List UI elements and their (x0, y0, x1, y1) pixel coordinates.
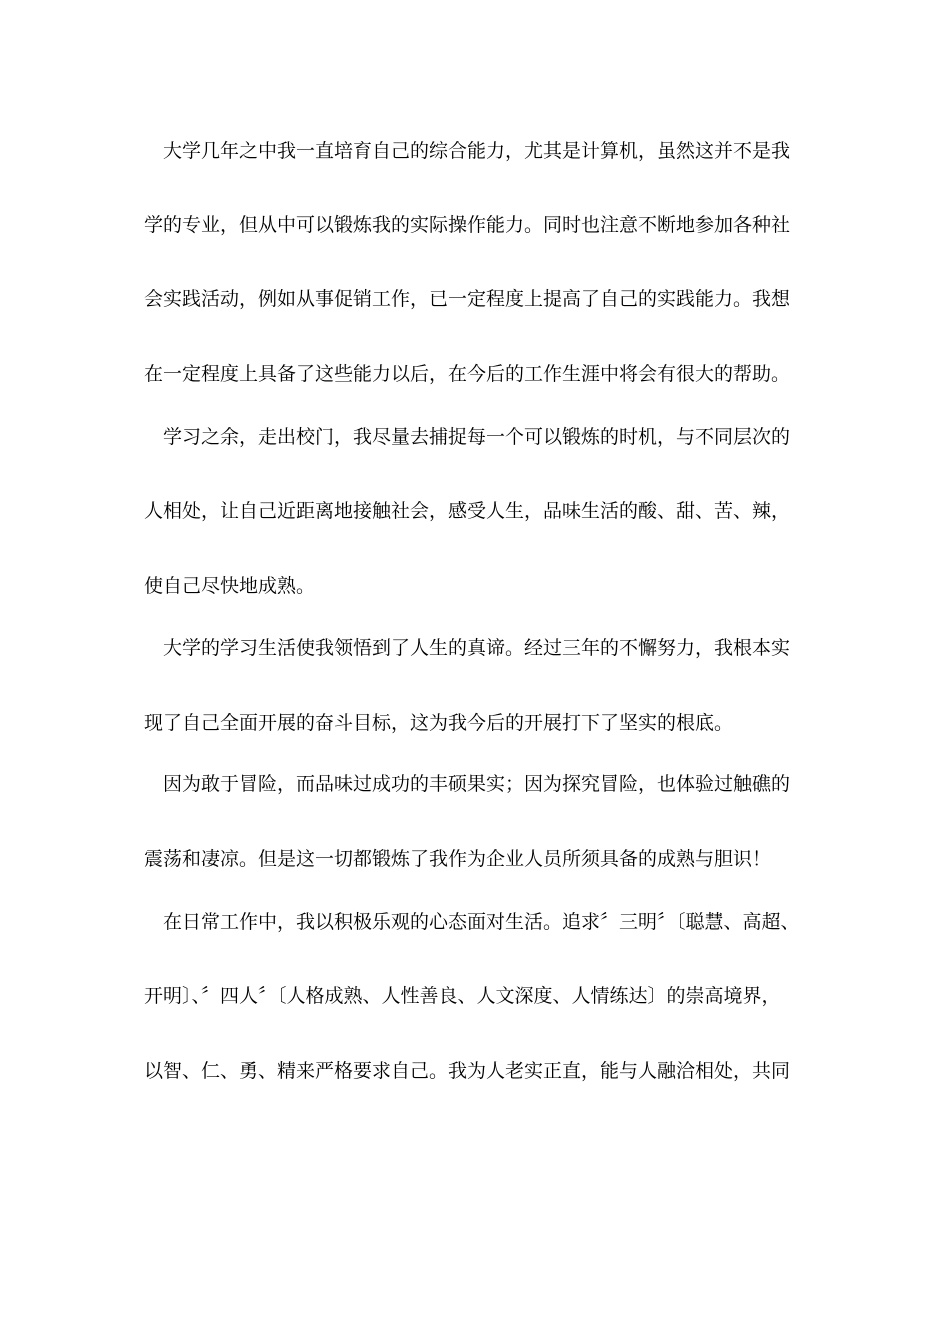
paragraph-line: 大学几年之中我一直培育自己的综合能力，尤其是计算机，虽然这并不是我 (163, 140, 791, 162)
paragraph-line: 大学的学习生活使我领悟到了人生的真谛。经过三年的不懈努力，我根本实 (163, 637, 791, 659)
paragraph-line: 以智、仁、勇、精来严格要求自己。我为人老实正直，能与人融洽相处，共同 (144, 1060, 791, 1082)
paragraph-line: 开明〕、〞四人〞〔人格成熟、人性善良、人文深度、人情练达〕的崇高境界， (144, 985, 781, 1007)
paragraph-line: 人相处，让自己近距离地接触社会，感受人生，品味生活的酸、甜、苦、辣， (144, 500, 791, 522)
paragraph-line: 学的专业，但从中可以锻炼我的实际操作能力。同时也注意不断地参加各种社 (144, 214, 791, 236)
paragraph-line: 在日常工作中，我以积极乐观的心态面对生活。追求〞三明〞〔聪慧、高超、 (163, 911, 800, 933)
paragraph-line: 会实践活动，例如从事促销工作，已一定程度上提高了自己的实践能力。我想 (144, 288, 791, 310)
paragraph-line: 因为敢于冒险，而品味过成功的丰硕果实；因为探究冒险，也体验过触礁的 (163, 773, 791, 795)
paragraph-line: 现了自己全面开展的奋斗目标，这为我今后的开展打下了坚实的根底。 (144, 712, 734, 734)
paragraph-line: 使自己尽快地成熟。 (144, 575, 316, 597)
paragraph-line: 在一定程度上具备了这些能力以后，在今后的工作生涯中将会有很大的帮助。 (144, 363, 791, 385)
paragraph-line: 学习之余，走出校门，我尽量去捕捉每一个可以锻炼的时机，与不同层次的 (163, 426, 791, 448)
paragraph-line: 震荡和凄凉。但是这一切都锻炼了我作为企业人员所须具备的成熟与胆识！ (144, 848, 772, 870)
